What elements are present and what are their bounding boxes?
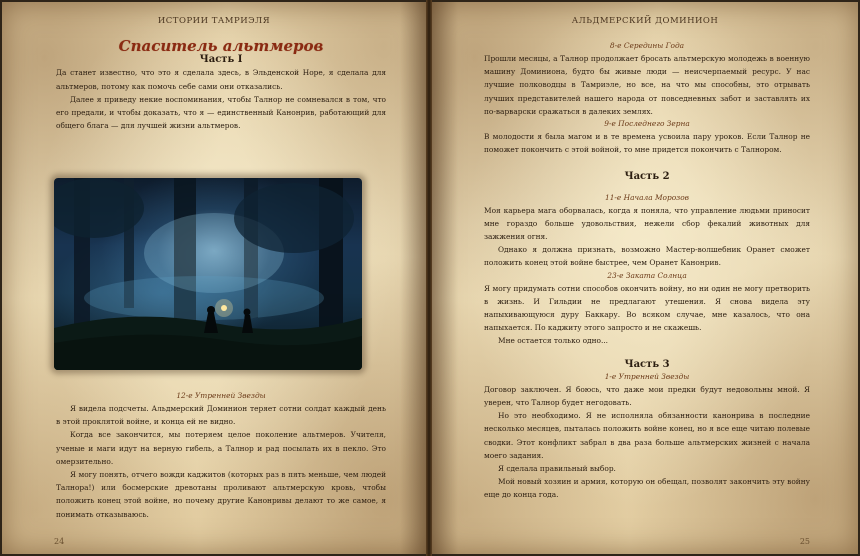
forest-illustration-icon <box>54 178 362 370</box>
part-2-heading: Часть 2 <box>624 171 670 183</box>
right-page <box>432 2 858 554</box>
right-paragraph-10: Мой новый хозяин и армия, которую он обещал, позволят закончить эту войну еще до конца года. <box>484 477 810 500</box>
book-title: Спаситель альтмеров <box>118 37 324 55</box>
right-paragraph-7: Договор заключен. Я боюсь, что даже мои предки будут недовольны мной. Я уверен, что Талнор будет негодовать. <box>484 384 810 408</box>
left-paragraph-2: Далее я приведу некие воспоминания, чтобы Талнор не сомневался в том, что его предали, и чтобы доказать, что я — единственный Канонрив, работающий для общего блага — для лучшей жизни альтмеров. <box>56 94 386 131</box>
forest-illustration <box>54 178 362 370</box>
right-paragraph-2: В молодости я была магом и в те времена усвоила пару уроков. Если Талнор не поможет покончить с этой войной, то мне придется покончить с Талнором. <box>484 132 810 155</box>
right-page-number: 25 <box>799 537 810 546</box>
left-paragraph-5: Я могу понять, отчего вожди каджитов (которых раз в пять меньше, чем людей Талнора!) или босмерские древотаны проливают альтмерскую кровь, чтобы положить конец этой войне, но почему другие Канонривы делают то же самое, я понимать отказываюсь. <box>56 470 386 519</box>
right-paragraph-9: Я сделала правильный выбор. <box>498 464 616 474</box>
part-3-heading: Часть 3 <box>624 358 670 370</box>
left-running-head: ИСТОРИИ ТАМРИЭЛЯ <box>157 16 271 26</box>
left-paragraph-1: Да станет известно, что это я сделала здесь, в Эльденской Норе, я сделала для альтмеров, потому как помочь себе сами они отказались. <box>56 68 386 91</box>
date-heading-1: 12-е Утренней Звезды <box>176 391 266 400</box>
part-1-heading: Часть I <box>199 54 243 66</box>
date-heading-6: 1-е Утренней Звезды <box>604 371 690 381</box>
right-paragraph-4: Однако я должна признать, возможно Мастер-волшебник Оранет сможет положить конец этой войне быстрее, чем Оранет Канонрив. <box>484 245 810 268</box>
left-page-text-bottom <box>56 390 386 521</box>
right-paragraph-3: Моя карьера мага оборвалась, когда я поняла, что управление людьми приносит мне гораздо больше удовольствия, нежели сбор фекалий животных для зажжения огня. <box>484 205 810 242</box>
right-paragraph-1: Прошли месяцы, а Талнор продолжает бросать альтмерскую молодежь в военную машину Доминиона, будто бы живые люди — неисчерпаемый ресурс. У нас лучшие полководцы в Тамриэле, но все, на что мы способны, это отрывать лучших представителей нашего народа от повседневных забот и заставлять их по-варварски сражаться в далеких землях. <box>484 54 810 116</box>
left-page <box>2 2 426 554</box>
right-paragraph-8: Но это необходимо. Я не исполняла обязанности канонрива в последние несколько месяцев, пыталась положить войне конец, но я все еще читаю полевые сводки. Этот конфликт забрал в два раза больше альтмерских жизней с начала моего задания. <box>484 411 810 460</box>
right-paragraph-5: Я могу придумать сотни способов окончить войну, но ни один не могу претворить в жизнь. И Гильдии не предлагают утешения. Я снова видела эту напыхивающуюся дуру Баккару. Во всяком случае, мне казалось, что она напыхается. По каджиту этого запросто и не скажешь. <box>484 283 810 333</box>
right-page-text <box>484 40 810 502</box>
date-heading-5: 23-е Заката Солнца <box>607 270 687 280</box>
left-page-text-top <box>56 37 386 132</box>
right-paragraph-6: Мне остается только одно... <box>498 336 609 346</box>
date-heading-2: 8-е Середины Года <box>609 41 685 50</box>
date-heading-4: 11-е Начала Морозов <box>605 192 689 202</box>
left-paragraph-3: Я видела подсчеты. Альдмерский Доминион теряет сотни солдат каждый день в этой проклятой войне, и конца ей не видно. <box>56 404 386 427</box>
right-running-head: АЛЬДМЕРСКИЙ ДОМИНИОН <box>571 16 719 26</box>
left-paragraph-4: Когда все закончится, мы потеряем целое поколение альтмеров. Учителя, ученые и маги идут на верную гибель, а Талнор и рад посылать их в пекло. Это омерзительно. <box>56 430 386 466</box>
left-page-number: 24 <box>54 537 65 546</box>
date-heading-3: 9-е Последнего Зерна <box>604 119 690 129</box>
